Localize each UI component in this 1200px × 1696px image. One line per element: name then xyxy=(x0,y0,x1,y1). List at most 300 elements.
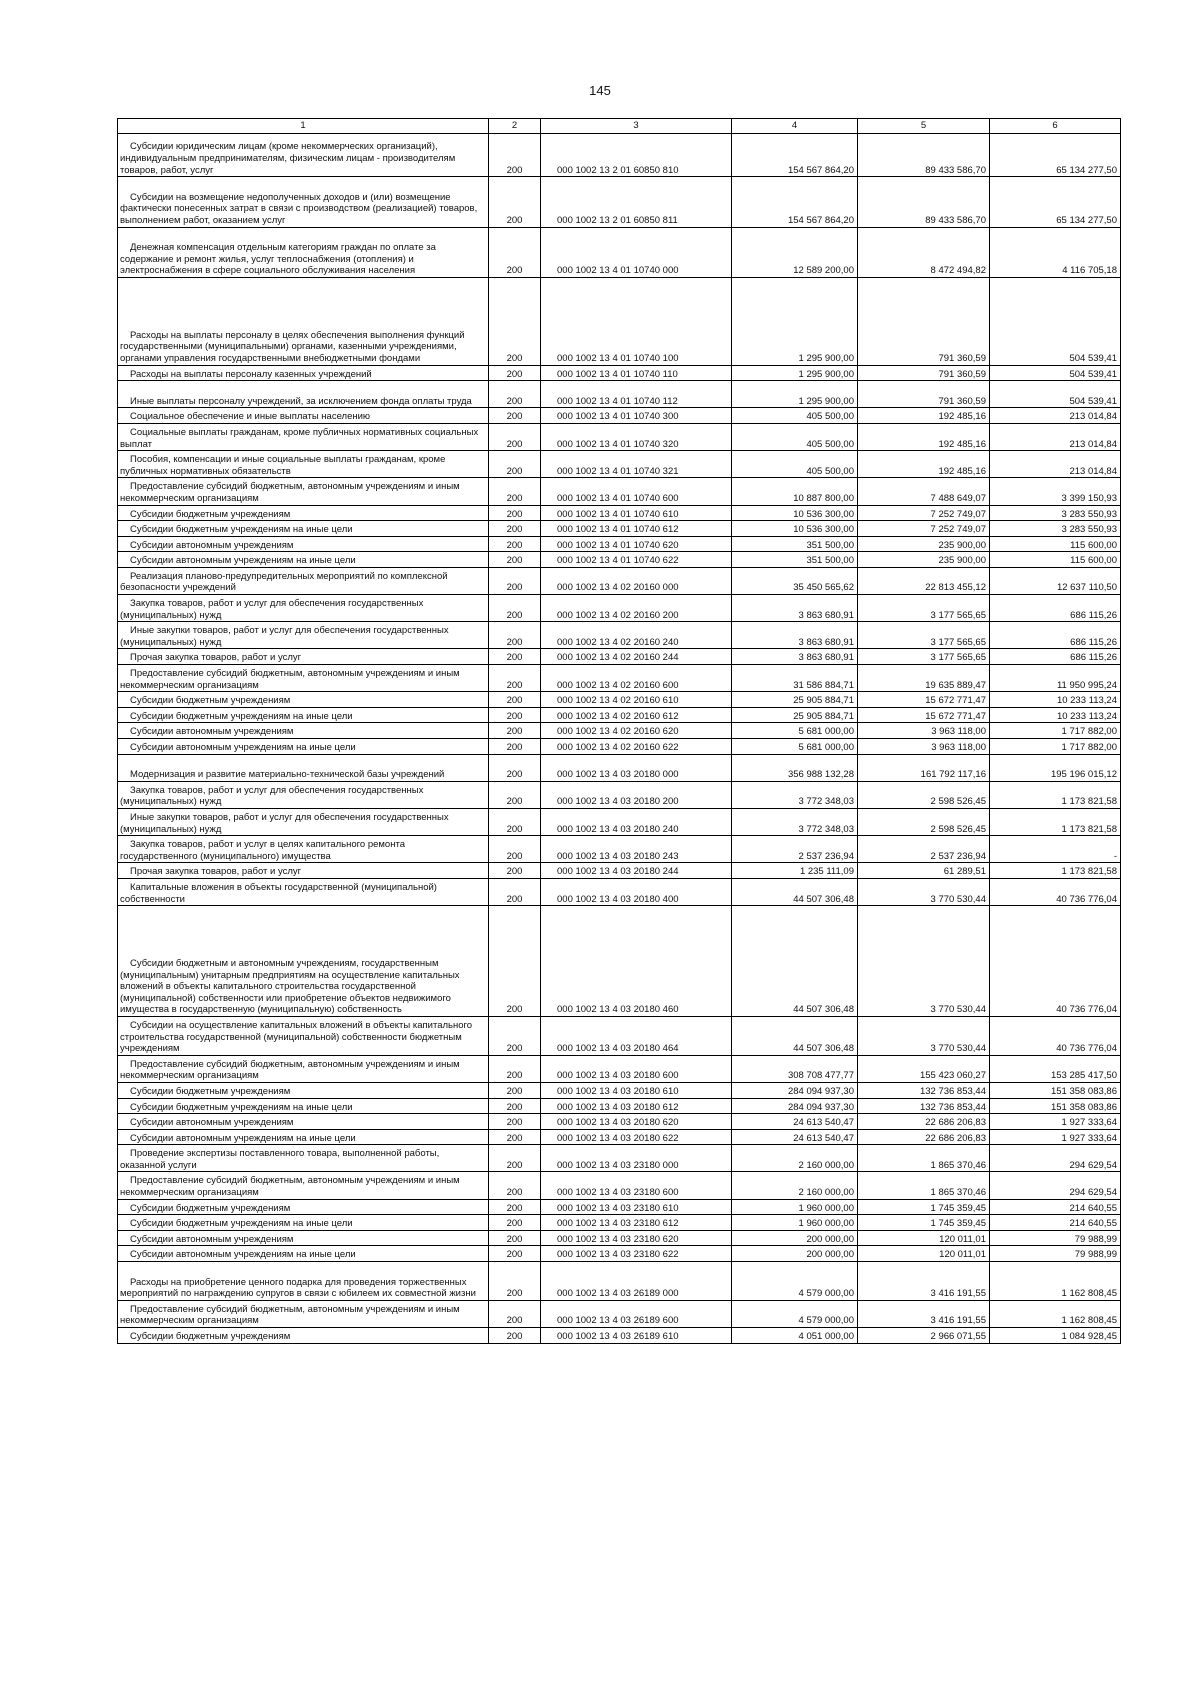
row-approved-cell xyxy=(732,622,858,649)
row-remaining-text: 11 950 995,24 xyxy=(1056,679,1117,691)
row-remaining-text: 65 134 277,50 xyxy=(1056,164,1117,176)
budget-execution-table xyxy=(117,118,1121,1344)
row-name-text: Субсидии автономным учреждениям xyxy=(130,726,294,738)
row-name-text: Субсидии бюджетным учреждениям на иные цели xyxy=(130,524,353,536)
row-kbk-text: 000 1002 13 4 02 20160 620 xyxy=(557,726,679,738)
row-executed-text: 2 598 526,45 xyxy=(930,796,986,808)
row-kbk-text: 000 1002 13 4 03 20180 464 xyxy=(557,1043,679,1055)
row-kbk-cell xyxy=(541,781,732,808)
row-kbk-text: 000 1002 13 4 03 23180 612 xyxy=(557,1218,679,1230)
row-kbk-cell xyxy=(541,1230,732,1246)
row-name-text: Иные закупки товаров, работ и услуг для обеспечения государственных (муниципальных) нужд xyxy=(120,811,449,835)
row-code-cell xyxy=(489,381,541,408)
column-header: 3 xyxy=(541,119,732,134)
row-name-text: Предоставление субсидий бюджетным, автономным учреждениям и иным некоммерческим организациям xyxy=(120,1175,460,1199)
row-remaining-text: 12 637 110,50 xyxy=(1056,582,1117,594)
row-kbk-cell xyxy=(541,707,732,723)
row-executed-cell xyxy=(858,863,990,879)
row-code-cell xyxy=(489,723,541,739)
row-executed-text: 155 423 060,27 xyxy=(919,1070,986,1082)
row-name-cell xyxy=(118,863,489,879)
row-kbk-text: 000 1002 13 4 03 20180 600 xyxy=(557,1070,679,1082)
table-row xyxy=(118,1199,1121,1215)
row-kbk-text: 000 1002 13 4 03 23180 622 xyxy=(557,1249,679,1261)
row-approved-text: 24 613 540,47 xyxy=(793,1132,854,1144)
row-executed-text: 2 537 236,94 xyxy=(930,850,986,862)
row-executed-text: 3 177 565,65 xyxy=(930,636,986,648)
table-row xyxy=(118,754,1121,781)
row-executed-text: 3 416 191,55 xyxy=(930,1315,986,1327)
row-code-text: 200 xyxy=(506,555,523,567)
row-kbk-cell xyxy=(541,665,732,692)
row-executed-cell xyxy=(858,451,990,478)
table-row xyxy=(118,227,1121,277)
row-name-cell xyxy=(118,478,489,505)
row-remaining-text: 65 134 277,50 xyxy=(1056,214,1117,226)
row-approved-cell xyxy=(732,1262,858,1301)
row-remaining-cell xyxy=(990,1082,1121,1098)
row-code-text: 200 xyxy=(506,265,523,277)
table-row xyxy=(118,1114,1121,1130)
row-code-cell xyxy=(489,277,541,365)
row-remaining-text: 195 196 015,12 xyxy=(1050,769,1117,781)
table-row xyxy=(118,1262,1121,1301)
row-remaining-text: 115 600,00 xyxy=(1070,555,1117,567)
row-remaining-cell xyxy=(990,781,1121,808)
row-kbk-text: 000 1002 13 4 03 20180 610 xyxy=(557,1085,679,1097)
row-code-cell xyxy=(489,649,541,665)
row-executed-text: 3 963 118,00 xyxy=(931,726,986,738)
row-remaining-cell xyxy=(990,649,1121,665)
row-approved-text: 31 586 884,71 xyxy=(793,679,854,691)
row-kbk-cell xyxy=(541,521,732,537)
row-code-text: 200 xyxy=(506,1132,523,1144)
row-executed-cell xyxy=(858,723,990,739)
row-kbk-cell xyxy=(541,1114,732,1130)
row-code-cell xyxy=(489,863,541,879)
row-code-text: 200 xyxy=(506,368,523,380)
row-name-text: Расходы на приобретение ценного подарка для проведения торжественных мероприятий по награждению супругов в связи с юбилеем их совместной жизни xyxy=(120,1276,476,1300)
row-remaining-cell xyxy=(990,808,1121,835)
row-kbk-cell xyxy=(541,595,732,622)
row-name-cell xyxy=(118,521,489,537)
row-code-text: 200 xyxy=(506,214,523,226)
row-code-text: 200 xyxy=(506,1101,523,1113)
row-code-text: 200 xyxy=(506,352,523,364)
table-row xyxy=(118,521,1121,537)
table-row xyxy=(118,1215,1121,1231)
row-code-text: 200 xyxy=(506,1249,523,1261)
row-remaining-cell xyxy=(990,408,1121,424)
row-kbk-cell xyxy=(541,649,732,665)
row-kbk-text: 000 1002 13 4 01 10740 610 xyxy=(557,508,679,520)
row-kbk-text: 000 1002 13 2 01 60850 811 xyxy=(557,214,678,226)
row-kbk-cell xyxy=(541,1300,732,1327)
row-remaining-cell xyxy=(990,754,1121,781)
row-executed-text: 132 736 853,44 xyxy=(919,1101,986,1113)
row-code-cell xyxy=(489,567,541,594)
row-approved-text: 4 051 000,00 xyxy=(798,1331,854,1343)
row-remaining-cell xyxy=(990,1098,1121,1114)
row-approved-text: 10 536 300,00 xyxy=(793,524,854,536)
row-executed-cell xyxy=(858,1082,990,1098)
row-approved-cell xyxy=(732,365,858,381)
row-name-cell xyxy=(118,781,489,808)
row-approved-cell xyxy=(732,1114,858,1130)
row-code-cell xyxy=(489,1098,541,1114)
row-executed-cell xyxy=(858,1300,990,1327)
row-name-cell xyxy=(118,1129,489,1145)
row-code-cell xyxy=(489,1145,541,1172)
row-executed-cell xyxy=(858,1098,990,1114)
row-executed-cell xyxy=(858,408,990,424)
row-name-text: Субсидии юридическим лицам (кроме некоммерческих организаций), индивидуальным предпринимателям, физическим лицам - производителям товаров, работ, услуг xyxy=(120,141,456,176)
row-code-text: 200 xyxy=(506,850,523,862)
row-executed-text: 3 177 565,65 xyxy=(930,609,986,621)
row-remaining-text: 214 640,55 xyxy=(1069,1202,1117,1214)
row-name-cell xyxy=(118,723,489,739)
row-kbk-cell xyxy=(541,622,732,649)
row-code-text: 200 xyxy=(506,438,523,450)
row-name-cell xyxy=(118,906,489,1017)
row-name-text: Предоставление субсидий бюджетным, автономным учреждениям и иным некоммерческим организациям xyxy=(120,668,460,691)
row-name-text: Закупка товаров, работ и услуг для обеспечения государственных (муниципальных) нужд xyxy=(120,784,424,808)
table-row xyxy=(118,692,1121,708)
row-kbk-text: 000 1002 13 4 03 23180 000 xyxy=(557,1159,679,1171)
row-kbk-cell xyxy=(541,177,732,227)
row-kbk-text: 000 1002 13 4 01 10740 612 xyxy=(557,524,679,536)
row-remaining-cell xyxy=(990,665,1121,692)
row-remaining-text: 79 988,99 xyxy=(1074,1249,1117,1261)
row-name-text: Денежная компенсация отдельным категориям граждан по оплате за содержание и ремонт жилья, услуг теплоснабжения (отопления) и электроснабжения в сфере социального обслуживания населения xyxy=(120,242,436,277)
row-approved-cell xyxy=(732,134,858,177)
row-name-cell xyxy=(118,808,489,835)
row-code-text: 200 xyxy=(506,742,523,753)
row-executed-text: 120 011,01 xyxy=(939,1249,986,1261)
row-kbk-text: 000 1002 13 4 01 10740 620 xyxy=(557,539,679,551)
row-remaining-text: 686 115,26 xyxy=(1070,636,1117,648)
row-approved-text: 4 579 000,00 xyxy=(798,1315,854,1327)
row-executed-cell xyxy=(858,177,990,227)
row-executed-cell xyxy=(858,1172,990,1199)
row-remaining-text: 1 173 821,58 xyxy=(1061,823,1117,835)
row-approved-text: 5 681 000,00 xyxy=(798,742,854,753)
row-approved-text: 356 988 132,28 xyxy=(787,769,854,781)
row-code-cell xyxy=(489,451,541,478)
row-name-cell xyxy=(118,878,489,905)
row-kbk-text: 000 1002 13 4 03 20180 243 xyxy=(557,850,679,862)
row-executed-cell xyxy=(858,567,990,594)
row-kbk-cell xyxy=(541,1246,732,1262)
row-approved-cell xyxy=(732,1199,858,1215)
row-code-text: 200 xyxy=(506,1218,523,1230)
row-code-text: 200 xyxy=(506,395,523,407)
row-executed-cell xyxy=(858,622,990,649)
row-code-text: 200 xyxy=(506,539,523,551)
row-remaining-text: 40 736 776,04 xyxy=(1056,893,1117,905)
row-code-cell xyxy=(489,906,541,1017)
row-approved-cell xyxy=(732,781,858,808)
row-remaining-cell xyxy=(990,1246,1121,1262)
row-kbk-text: 000 1002 13 4 01 10740 112 xyxy=(557,395,678,407)
row-name-cell xyxy=(118,1328,489,1344)
row-kbk-text: 000 1002 13 4 03 23180 620 xyxy=(557,1233,679,1245)
row-name-text: Субсидии автономным учреждениям на иные цели xyxy=(130,1132,356,1144)
row-approved-cell xyxy=(732,692,858,708)
row-approved-text: 10 536 300,00 xyxy=(793,508,854,520)
row-name-text: Субсидии бюджетным учреждениям xyxy=(130,1085,291,1097)
row-executed-cell xyxy=(858,754,990,781)
row-remaining-cell xyxy=(990,739,1121,755)
row-approved-cell xyxy=(732,521,858,537)
row-code-cell xyxy=(489,836,541,863)
row-code-text: 200 xyxy=(506,411,523,423)
row-executed-text: 791 360,59 xyxy=(938,368,986,380)
row-approved-text: 3 863 680,91 xyxy=(798,652,854,664)
row-executed-text: 235 900,00 xyxy=(938,539,986,551)
row-approved-text: 1 960 000,00 xyxy=(798,1218,854,1230)
row-approved-text: 44 507 306,48 xyxy=(793,893,854,905)
row-name-cell xyxy=(118,1114,489,1130)
row-kbk-text: 000 1002 13 4 01 10740 622 xyxy=(557,555,679,567)
row-name-text: Социальные выплаты гражданам, кроме публичных нормативных социальных выплат xyxy=(120,426,479,450)
table-row xyxy=(118,649,1121,665)
row-approved-text: 2 160 000,00 xyxy=(798,1159,854,1171)
row-executed-text: 132 736 853,44 xyxy=(919,1085,986,1097)
row-kbk-cell xyxy=(541,754,732,781)
row-remaining-text: 1 927 333,64 xyxy=(1061,1117,1117,1129)
row-kbk-cell xyxy=(541,1262,732,1301)
row-name-cell xyxy=(118,739,489,755)
row-code-cell xyxy=(489,1082,541,1098)
row-executed-text: 791 360,59 xyxy=(938,395,986,407)
row-executed-cell xyxy=(858,552,990,568)
row-executed-cell xyxy=(858,1016,990,1055)
row-kbk-text: 000 1002 13 2 01 60850 810 xyxy=(557,164,679,176)
row-remaining-cell xyxy=(990,906,1121,1017)
row-kbk-cell xyxy=(541,536,732,552)
row-kbk-text: 000 1002 13 4 01 10740 000 xyxy=(557,265,679,277)
row-kbk-text: 000 1002 13 4 02 20160 612 xyxy=(557,710,679,722)
row-code-text: 200 xyxy=(506,524,523,536)
column-header: 6 xyxy=(990,119,1121,134)
row-code-cell xyxy=(489,177,541,227)
row-executed-text: 3 770 530,44 xyxy=(930,1043,986,1055)
row-remaining-cell xyxy=(990,134,1121,177)
table-row xyxy=(118,408,1121,424)
row-approved-text: 25 905 884,71 xyxy=(793,695,854,707)
row-code-text: 200 xyxy=(506,582,523,594)
row-kbk-text: 000 1002 13 4 03 23180 610 xyxy=(557,1202,679,1214)
row-code-cell xyxy=(489,536,541,552)
row-executed-text: 1 865 370,46 xyxy=(930,1187,986,1199)
row-approved-cell xyxy=(732,567,858,594)
table-row xyxy=(118,836,1121,863)
row-approved-text: 5 681 000,00 xyxy=(798,726,854,738)
row-remaining-cell xyxy=(990,478,1121,505)
row-kbk-cell xyxy=(541,1055,732,1082)
row-code-cell xyxy=(489,1246,541,1262)
row-approved-cell xyxy=(732,707,858,723)
row-remaining-text: 214 640,55 xyxy=(1069,1218,1117,1230)
row-name-text: Проведение экспертизы поставленного товара, выполненной работы, оказанной услуги xyxy=(120,1148,440,1171)
row-code-cell xyxy=(489,692,541,708)
row-executed-text: 7 252 749,07 xyxy=(930,524,986,536)
row-approved-cell xyxy=(732,1300,858,1327)
row-approved-text: 3 772 348,03 xyxy=(798,796,854,808)
row-executed-text: 22 686 206,83 xyxy=(925,1117,986,1129)
row-name-cell xyxy=(118,451,489,478)
table-body xyxy=(118,134,1121,1344)
row-code-text: 200 xyxy=(506,508,523,520)
row-code-cell xyxy=(489,754,541,781)
table-row xyxy=(118,863,1121,879)
row-kbk-text: 000 1002 13 4 03 20180 622 xyxy=(557,1132,679,1144)
row-remaining-text: 4 116 705,18 xyxy=(1062,265,1117,277)
row-code-text: 200 xyxy=(506,1070,523,1082)
row-kbk-cell xyxy=(541,365,732,381)
row-remaining-text: 3 283 550,93 xyxy=(1061,524,1117,536)
row-remaining-text: - xyxy=(1113,850,1117,862)
row-executed-cell xyxy=(858,739,990,755)
row-name-text: Расходы на выплаты персоналу казенных учреждений xyxy=(130,368,372,380)
row-name-cell xyxy=(118,692,489,708)
row-executed-cell xyxy=(858,649,990,665)
row-remaining-cell xyxy=(990,1230,1121,1246)
row-kbk-text: 000 1002 13 4 01 10740 300 xyxy=(557,411,679,423)
table-row xyxy=(118,1328,1121,1344)
row-executed-cell xyxy=(858,692,990,708)
row-kbk-cell xyxy=(541,552,732,568)
row-name-cell xyxy=(118,536,489,552)
row-approved-text: 2 160 000,00 xyxy=(798,1187,854,1199)
row-executed-cell xyxy=(858,808,990,835)
row-code-text: 200 xyxy=(506,823,523,835)
row-executed-text: 192 485,16 xyxy=(938,411,986,423)
row-executed-cell xyxy=(858,1114,990,1130)
table-row xyxy=(118,423,1121,450)
row-name-cell xyxy=(118,423,489,450)
row-name-text: Субсидии бюджетным и автономным учреждениям, государственным (муниципальным) унитарным предприятиям на осуществление капитальных вложений в объекты капитального строительства государственной (муниципальной) собственности или приобретение объектов недвижимого имущества в государственную (муниципальную) собственность xyxy=(120,957,460,1016)
table-row xyxy=(118,723,1121,739)
row-executed-cell xyxy=(858,665,990,692)
row-kbk-text: 000 1002 13 4 02 20160 600 xyxy=(557,679,679,691)
row-approved-text: 1 295 900,00 xyxy=(798,352,854,364)
row-name-text: Закупка товаров, работ и услуг для обеспечения государственных (муниципальных) нужд xyxy=(120,598,424,621)
row-name-text: Пособия, компенсации и иные социальные выплаты гражданам, кроме публичных нормативных обязательств xyxy=(120,454,446,477)
row-code-text: 200 xyxy=(506,1288,523,1300)
row-code-cell xyxy=(489,1199,541,1215)
row-approved-text: 24 613 540,47 xyxy=(793,1117,854,1129)
row-remaining-cell xyxy=(990,365,1121,381)
row-name-cell xyxy=(118,227,489,277)
row-executed-cell xyxy=(858,365,990,381)
row-approved-text: 405 500,00 xyxy=(806,438,854,450)
row-name-text: Субсидии бюджетным учреждениям на иные цели xyxy=(130,710,353,722)
row-kbk-cell xyxy=(541,1098,732,1114)
row-executed-text: 7 488 649,07 xyxy=(930,492,986,504)
row-executed-cell xyxy=(858,1129,990,1145)
row-name-text: Субсидии автономным учреждениям xyxy=(130,539,294,551)
row-kbk-cell xyxy=(541,505,732,521)
row-remaining-cell xyxy=(990,177,1121,227)
row-approved-cell xyxy=(732,1145,858,1172)
table-row xyxy=(118,808,1121,835)
row-remaining-cell xyxy=(990,723,1121,739)
row-name-cell xyxy=(118,381,489,408)
page-number: 145 xyxy=(589,83,611,98)
row-kbk-text: 000 1002 13 4 03 20180 612 xyxy=(557,1101,679,1113)
row-code-cell xyxy=(489,552,541,568)
row-executed-cell xyxy=(858,1328,990,1344)
row-name-text: Предоставление субсидий бюджетным, автономным учреждениям и иным некоммерческим организациям xyxy=(120,1058,460,1082)
row-remaining-cell xyxy=(990,1145,1121,1172)
row-approved-text: 284 094 937,30 xyxy=(787,1085,854,1097)
row-approved-cell xyxy=(732,177,858,227)
row-kbk-text: 000 1002 13 4 03 20180 000 xyxy=(557,769,679,781)
row-approved-text: 284 094 937,30 xyxy=(787,1101,854,1113)
row-remaining-text: 10 233 113,24 xyxy=(1056,710,1117,722)
table-row xyxy=(118,1230,1121,1246)
row-approved-text: 405 500,00 xyxy=(806,465,854,477)
row-name-text: Расходы на выплаты персоналу в целях обеспечения выполнения функций государственными (муниципальными) органами, казенными учреждениями, органами управления государственными внебюджетными фондами xyxy=(120,329,465,364)
row-name-cell xyxy=(118,1172,489,1199)
row-code-cell xyxy=(489,707,541,723)
row-code-text: 200 xyxy=(506,1331,523,1343)
row-approved-cell xyxy=(732,277,858,365)
row-remaining-cell xyxy=(990,595,1121,622)
row-approved-cell xyxy=(732,906,858,1017)
table-row xyxy=(118,478,1121,505)
row-executed-cell xyxy=(858,906,990,1017)
row-kbk-cell xyxy=(541,808,732,835)
row-approved-text: 1 960 000,00 xyxy=(798,1202,854,1214)
row-code-text: 200 xyxy=(506,796,523,808)
row-executed-text: 89 433 586,70 xyxy=(925,164,986,176)
row-remaining-text: 213 014,84 xyxy=(1069,465,1117,477)
row-name-cell xyxy=(118,1199,489,1215)
row-executed-cell xyxy=(858,423,990,450)
row-remaining-cell xyxy=(990,1199,1121,1215)
row-code-cell xyxy=(489,1129,541,1145)
row-kbk-cell xyxy=(541,227,732,277)
row-approved-cell xyxy=(732,1098,858,1114)
row-kbk-cell xyxy=(541,381,732,408)
table-row xyxy=(118,906,1121,1017)
row-executed-cell xyxy=(858,1262,990,1301)
row-name-cell xyxy=(118,595,489,622)
table-row xyxy=(118,1300,1121,1327)
row-kbk-text: 000 1002 13 4 01 10740 600 xyxy=(557,492,679,504)
row-remaining-cell xyxy=(990,567,1121,594)
row-approved-text: 308 708 477,77 xyxy=(787,1070,854,1082)
row-executed-cell xyxy=(858,1246,990,1262)
row-remaining-cell xyxy=(990,552,1121,568)
row-name-cell xyxy=(118,552,489,568)
row-kbk-cell xyxy=(541,134,732,177)
row-approved-cell xyxy=(732,878,858,905)
row-name-text: Субсидии бюджетным учреждениям на иные цели xyxy=(130,1101,353,1113)
row-name-text: Реализация планово-предупредительных мероприятий по комплексной безопасности учреждений xyxy=(120,570,448,594)
row-code-cell xyxy=(489,1215,541,1231)
row-approved-cell xyxy=(732,1328,858,1344)
row-executed-cell xyxy=(858,1055,990,1082)
table-row xyxy=(118,177,1121,227)
table-row xyxy=(118,622,1121,649)
row-approved-text: 44 507 306,48 xyxy=(793,1004,854,1016)
table-row xyxy=(118,1016,1121,1055)
row-name-cell xyxy=(118,277,489,365)
